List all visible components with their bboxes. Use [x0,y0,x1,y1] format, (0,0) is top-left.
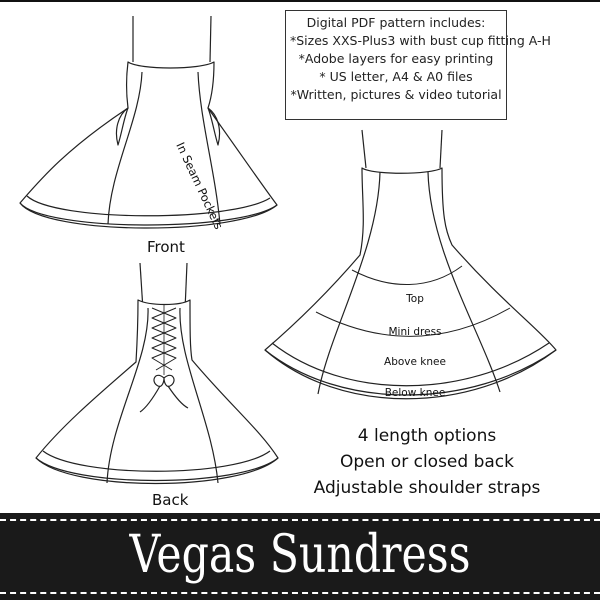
pattern-info-box [285,10,551,120]
front-label: Front [147,238,185,256]
banner-stitch-top [0,519,600,521]
info-line: *Adobe layers for easy printing [298,51,494,66]
back-dress-illustration [36,263,278,484]
length-label-top: Top [406,293,424,305]
feature-item: Open or closed back [340,452,514,472]
front-dress-illustration [20,16,277,228]
length-label-above-knee: Above knee [384,356,446,368]
feature-item: 4 length options [357,426,497,446]
title-banner [0,513,600,600]
feature-item: Adjustable shoulder straps [313,478,541,498]
length-label-below-knee: Below knee [384,387,446,399]
info-line: * US letter, A4 & A0 files [319,69,473,84]
back-label: Back [152,491,189,509]
length-label-mini-dress: Mini dress [388,326,442,338]
info-line: *Written, pictures & video tutorial [290,87,502,102]
banner-stitch-bottom [0,592,600,594]
features-list [262,423,592,501]
product-title: Vegas Sundress [129,525,471,585]
in-seam-pockets-label: In Seam Pockets [173,140,226,232]
info-line: Digital PDF pattern includes: [306,15,486,30]
info-line: *Sizes XXS-Plus3 with bust cup fitting A-H [290,33,551,48]
